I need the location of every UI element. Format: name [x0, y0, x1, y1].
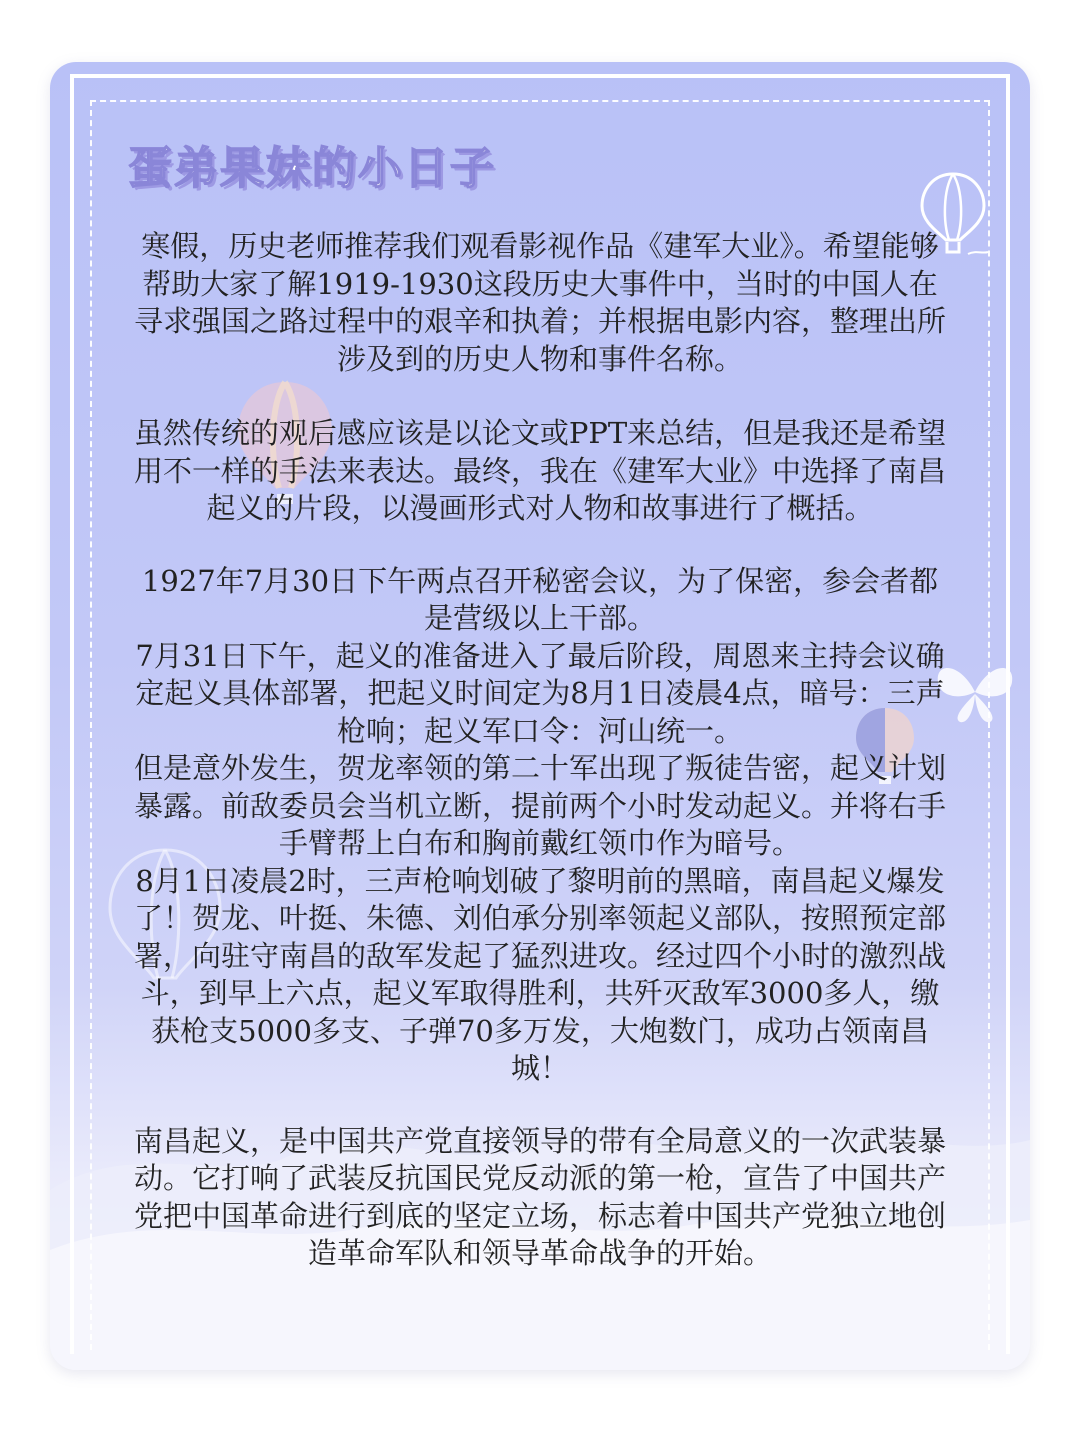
paragraph-significance: 南昌起义，是中国共产党直接领导的带有全局意义的一次武装暴动。它打响了武装反抗国民党反动派的第一枪，宣告了中国共产党把中国革命进行到底的坚定立场，标志着中国共产党独立地创造革命军队和领导革命战争的开始。	[133, 1123, 946, 1270]
paragraph-meeting: 1927年7月30日下午两点召开秘密会议，为了保密，参会者都是营级以上干部。	[141, 563, 939, 635]
page-title: 蛋弟果妹的小日子	[128, 143, 496, 194]
paragraph-plan: 7月31日下午，起义的准备进入了最后阶段，周恩来主持会议确定起义具体部署，把起义时间定为8月1日凌晨4点，暗号：三声枪响；起义军口令：河山统一。	[135, 638, 945, 748]
article-body	[132, 228, 948, 1273]
paragraph-betrayal: 但是意外发生，贺龙率领的第二十军出现了叛徒告密，起义计划暴露。前敌委员会当机立断，提前两个小时发动起义。并将右手手臂帮上白布和胸前戴红领巾作为暗号。	[133, 751, 946, 860]
paragraph-intro: 寒假，历史老师推荐我们观看影视作品《建军大业》。希望能够帮助大家了解1919-1930这段历史大事件中，当时的中国人在寻求强国之路过程中的艰辛和执着；并根据电影内容，整理出所涉及到的历史人物和事件名称。	[133, 229, 946, 376]
paragraph-uprising: 8月1日凌晨2时，三声枪响划破了黎明前的黑暗，南昌起义爆发了！贺龙、叶挺、朱德、刘伯承分别率领起义部队，按照预定部署，向驻守南昌的敌军发起了猛烈进攻。经过四个小时的激烈战斗，到早上六点，起义军取得胜利，共歼灭敌军3000多人，缴获枪支5000多支、子弹70多万发，大炮数门，成功占领南昌城！	[133, 863, 946, 1085]
paragraph-method: 虽然传统的观后感应该是以论文或PPT来总结，但是我还是希望用不一样的手法来表达。最终，我在《建军大业》中选择了南昌起义的片段，以漫画形式对人物和故事进行了概括。	[133, 416, 947, 525]
